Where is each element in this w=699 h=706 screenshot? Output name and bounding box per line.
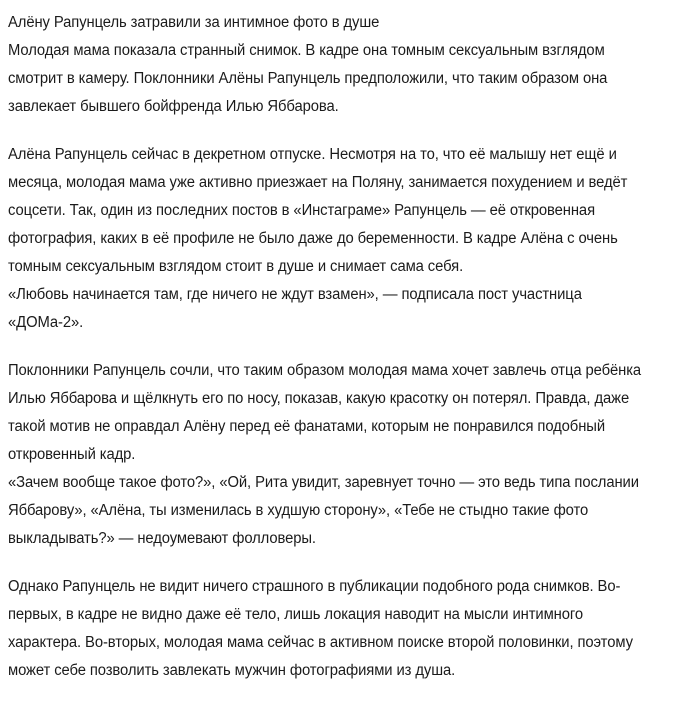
article-paragraph: Поклонники Рапунцель сочли, что таким образом молодая мама хочет завлечь отца ребёнка Илью Яббарова и щёлкнуть его по носу, показав, какую красотку он потерял. Правда, даже такой мотив не оправдал Алёну перед её фанатами, которым не понравился подобный откровенный кадр. <box>8 362 646 463</box>
article-block <box>8 573 685 685</box>
article-paragraph: Алёна Рапунцель сейчас в декретном отпуске. Несмотря на то, что её малышу нет ещё и месяца, молодая мама уже активно приезжает на Поляну, занимается похудением и ведёт соцсети. Так, один из последних постов в «Инстаграме» Рапунцель — её откровенная фотография, каких в её профиле не было даже до беременности. В кадре Алёна с очень томным сексуальным взглядом стоит в душе и снимает сама себя. <box>8 146 632 275</box>
article-headline: Алёну Рапунцель затравили за интимное фото в душе <box>8 14 380 31</box>
article-paragraph: Однако Рапунцель не видит ничего страшного в публикации подобного рода снимков. Во-первых, в кадре не видно даже её тело, лишь локация наводит на мысли интимного характера. Во-вторых, молодая мама сейчас в активном поиске второй половинки, поэтому может себе позволить завлекать мужчин фотографиями из душа. <box>8 578 637 679</box>
article-block <box>8 141 685 337</box>
article-blocks <box>8 37 685 685</box>
article-paragraph: «Любовь начинается там, где ничего не ждут взамен», — подписала пост участница «ДОМа-2». <box>8 286 586 331</box>
article-block <box>8 37 685 121</box>
article-paragraph: Молодая мама показала странный снимок. В кадре она томным сексуальным взглядом смотрит в камеру. Поклонники Алёны Рапунцель предположили, что таким образом она завлекает бывшего бойфренда Илью Яббарова. <box>8 42 612 115</box>
article-paragraph: «Зачем вообще такое фото?», «Ой, Рита увидит, заревнует точно — это ведь типа послании Яббарову», «Алёна, ты изменилась в худшую сторону», «Тебе не стыдно такие фото выкладывать?» — недоумевают фолловеры. <box>8 474 643 547</box>
article-block <box>8 357 685 553</box>
